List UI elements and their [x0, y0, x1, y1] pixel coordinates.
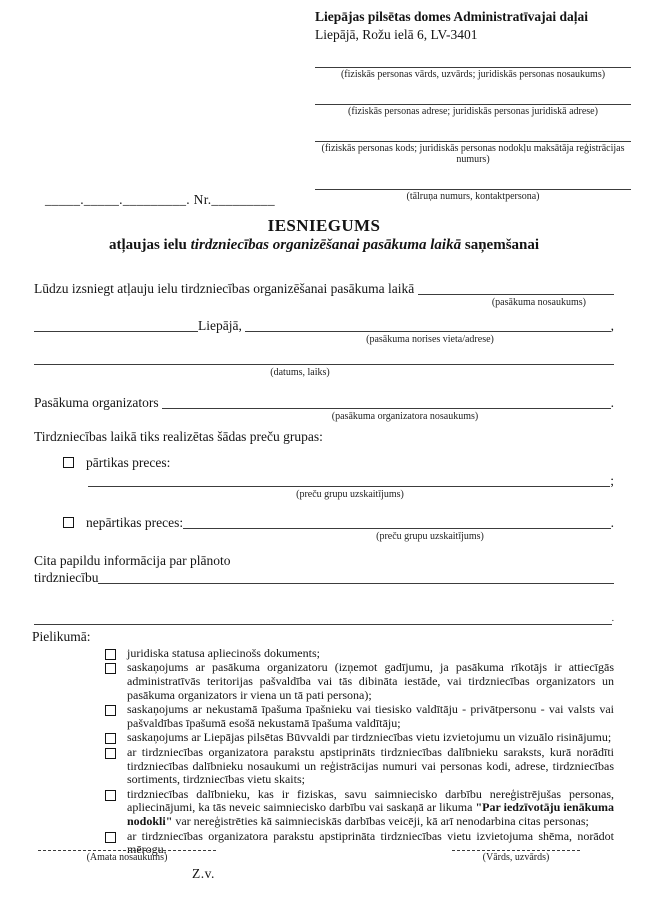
datetime-caption: (datums, laiks)	[270, 366, 330, 378]
additional-info-line-2	[34, 569, 614, 586]
signature-position	[38, 838, 216, 864]
attachment-checkbox[interactable]	[105, 649, 116, 660]
attachments-label: Pielikumā:	[32, 628, 91, 644]
additional-info-line-3	[34, 610, 614, 627]
applicant-name-field	[315, 43, 631, 81]
attachment-item	[105, 647, 614, 661]
food-goods-label: pārtikas preces:	[86, 455, 171, 471]
food-goods-terminator: ;	[610, 473, 614, 489]
attachment-text: saskaņojums ar Liepājas pilsētas Būvvaldi par tirdzniecības vietu izvietojumu un vizuālo risinājumu;	[127, 730, 612, 745]
organizer-label: Pasākuma organizators	[34, 395, 162, 411]
applicant-code-caption: (fiziskās personas kods; juridiskās personas nodokļu maksātāja reģistrācijas numurs)	[321, 142, 625, 166]
event-name-blank	[418, 290, 614, 295]
seal-placeholder: Z.v.	[192, 866, 215, 881]
attachment-checkbox[interactable]	[105, 705, 116, 716]
organizer-line	[34, 394, 614, 411]
organizer-caption: (pasākuma organizatora nosaukums)	[331, 411, 479, 423]
attachment-text: juridiska statusa apliecinošs dokuments;	[127, 645, 320, 660]
city-text: Liepājā,	[198, 317, 246, 333]
applicant-name-blank-line	[315, 43, 631, 68]
request-line-1	[34, 280, 614, 297]
organizer-blank	[162, 404, 611, 409]
attachment-text: saskaņojums ar nekustamā īpašuma īpašnieku vai tiesisko valdītāju - privātpersonu - vai valsts vai pašvaldības īpašumā esošā nekustamā īpašuma valdītāju;	[127, 702, 614, 730]
nonfood-goods-caption: (preču grupu uzskaitījums)	[376, 530, 484, 542]
applicant-address-field	[315, 81, 631, 118]
nonfood-goods-blank	[183, 524, 611, 529]
form-body	[34, 192, 614, 858]
applicant-code-blank-line	[315, 118, 631, 142]
date-number-line: _____._____._________. Nr._________	[45, 192, 275, 207]
applicant-code-field	[315, 118, 631, 167]
event-name-caption: (pasākuma nosaukums)	[491, 297, 586, 308]
subtitle-suffix: saņemšanai	[461, 237, 540, 253]
datetime-line	[34, 360, 614, 367]
attachment-checkbox[interactable]	[105, 663, 116, 674]
applicant-address-caption: (fiziskās personas adrese; juridiskās personas juridiskā adrese)	[348, 105, 598, 117]
applicant-phone-caption: (tālruņa numurs, kontaktpersona)	[406, 191, 540, 203]
datetime-blank	[34, 360, 614, 365]
recipient-name: Liepājas pilsētas domes Administratīvajai daļai	[315, 9, 589, 24]
recipient-block	[315, 8, 631, 203]
position-signature-line	[38, 838, 216, 851]
nonfood-goods-checkbox[interactable]	[63, 517, 74, 528]
name-caption: (Vārds, uzvārds)	[482, 852, 550, 863]
attachment-checkbox[interactable]	[105, 748, 116, 759]
request-lead-text: Lūdzu izsniegt atļauju ielu tirdzniecības organizēšanai pasākuma laikā	[34, 281, 418, 296]
food-goods-blank	[88, 482, 610, 487]
applicant-name-caption: (fiziskās personas vārds, uzvārds; juridiskās personas nosaukums)	[340, 69, 606, 81]
attachment-item	[105, 788, 614, 829]
goods-intro: Tirdzniecības laikā tiks realizētas šādas preču grupas:	[34, 429, 323, 445]
food-goods-checkbox[interactable]	[63, 457, 74, 468]
nonfood-goods-row	[63, 515, 614, 531]
recipient-address: Liepājā, Rožu ielā 6, LV-3401	[315, 26, 478, 42]
attachment-text: saskaņojums ar pasākuma organizatoru (izņemot gadījumu, ja pasākuma rīkotājs ir attiecīgās administratīvās teritorijas pašvaldība vai tās dibināta iestāde, vai tirdzniecības organizators un pasākuma organizators ir viena un tā pati persona);	[127, 660, 614, 702]
attachment-text: ar tirdzniecības organizatora parakstu apstiprināts tirdzniecības dalībnieku saraksts, kurā norādīti tirdzniecības dalībnieku nosaukumi un reģistrācijas numuri vai personas kodi, adrese, tirdzniecības sortiments, tirdzniecības vietu skaits;	[127, 744, 614, 787]
name-signature-line	[452, 838, 580, 851]
signature-name	[452, 838, 580, 864]
organizer-period: .	[610, 395, 614, 411]
request-line-2	[34, 317, 614, 334]
form-subtitle	[34, 237, 614, 254]
attachment-checkbox[interactable]	[105, 790, 116, 801]
attachment-text: tirdzniecības dalībnieku, kas ir fiziskas, savu saimniecisko darbību nereģistrējušas personas, apliecinājumi, ka tās neveic saimniecisko darbību vai saskaņā ar likuma	[127, 786, 614, 815]
attachment-checkbox[interactable]	[105, 733, 116, 744]
food-goods-row	[63, 455, 614, 471]
nonfood-goods-label: nepārtikas preces:	[86, 514, 184, 530]
venue-blank	[245, 327, 610, 332]
applicant-phone-blank-line	[315, 166, 631, 190]
form-title: IESNIEGUMS	[267, 216, 381, 235]
food-goods-caption: (preču grupu uzskaitījums)	[296, 489, 404, 501]
attachment-item	[105, 731, 614, 745]
venue-caption: (pasākuma norises vieta/adrese)	[366, 333, 494, 345]
subtitle-prefix: atļaujas ielu	[108, 237, 191, 253]
signature-block	[34, 838, 614, 864]
attachment-text: ar tirdzniecības organizatora parakstu apstiprināta tirdzniecības vietu izvietojuma shēma, norādot mērogu.	[127, 828, 614, 857]
attachment-text-post: var nereģistrēties kā saimnieciskās darbības veicēji, kā arī nenodarbina citas personas;	[172, 813, 589, 828]
position-caption: (Amata nosaukums)	[86, 852, 168, 863]
additional-info-blank-2	[34, 620, 612, 625]
subtitle-italic: tirdzniecības organizēšanai pasākuma laikā	[190, 237, 462, 253]
line2-comma: ,	[610, 317, 614, 333]
applicant-address-blank-line	[315, 81, 631, 105]
additional-info-blank-1	[98, 579, 614, 584]
additional-info-terminator: .	[611, 612, 614, 623]
additional-info-line-1: Cita papildu informācija par plānoto	[34, 552, 231, 568]
attachments-list	[105, 647, 614, 857]
attachment-item	[105, 661, 614, 702]
attachment-item	[105, 746, 614, 787]
venue-left-blank	[34, 327, 198, 332]
food-goods-blank-row	[88, 471, 614, 489]
attachment-text-bold: "Par iedzīvotāju ienākuma nodokli"	[127, 800, 614, 828]
nonfood-goods-terminator: .	[610, 514, 614, 530]
attachment-item	[105, 703, 614, 730]
additional-info-label: tirdzniecību	[34, 569, 99, 585]
